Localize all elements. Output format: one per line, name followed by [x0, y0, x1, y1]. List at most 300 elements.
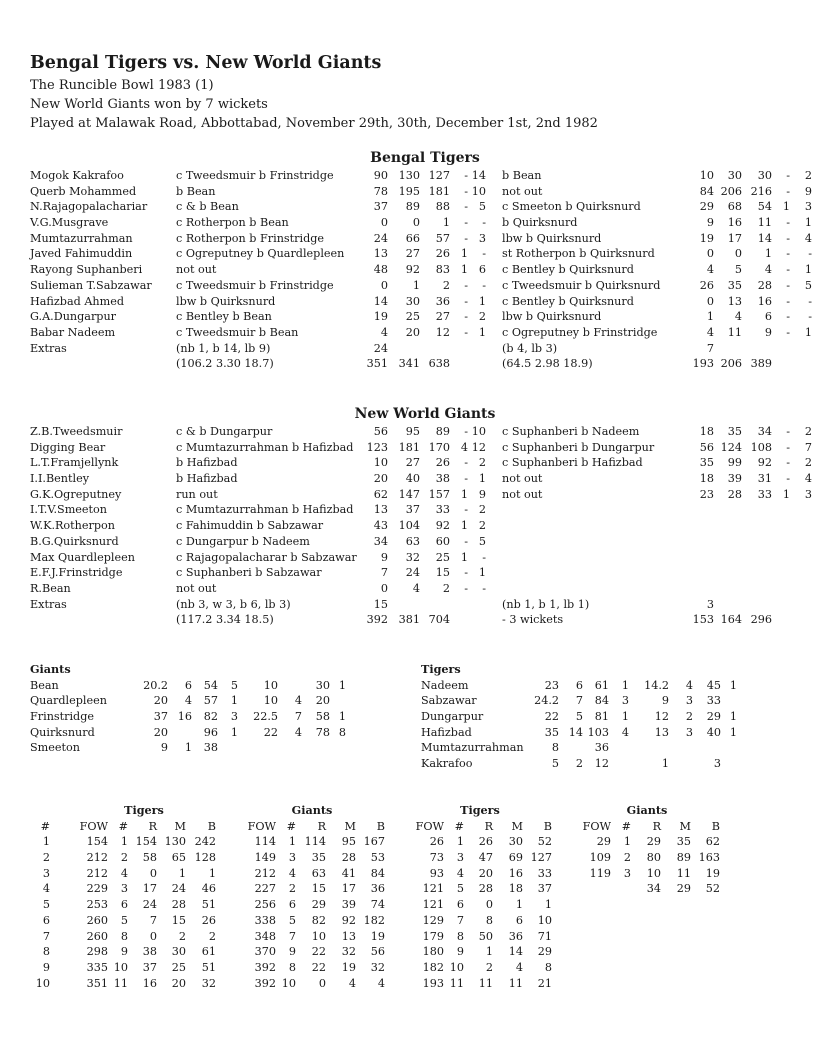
sixes-1: 1: [460, 550, 468, 564]
maidens-2: 4: [294, 694, 302, 708]
batter-number: #: [621, 819, 631, 833]
overs-1: 8: [551, 741, 559, 755]
minutes: 92: [341, 913, 356, 927]
sixes-1: -: [464, 169, 468, 182]
batter-number: #: [286, 819, 296, 833]
minutes: 4: [515, 960, 523, 974]
minutes-1: 57: [435, 231, 450, 245]
runs: 0: [318, 976, 326, 990]
batter-name: Extras: [30, 341, 67, 355]
dismissal-1: b Hafizbad: [176, 472, 238, 486]
batting-row: [30, 309, 820, 325]
balls-1: 195: [398, 184, 420, 198]
batting-row: [30, 550, 820, 566]
batter-number: 1: [456, 835, 464, 849]
runs-1: 78: [373, 184, 388, 198]
balls: 26: [201, 913, 216, 927]
bowling-table: [30, 678, 346, 756]
fours-2: 1: [804, 263, 812, 277]
runs-2: 29: [699, 200, 714, 214]
dismissal-2: b Quirksnurd: [502, 216, 578, 230]
fours-2: 2: [804, 169, 812, 182]
fow-score: FOW: [247, 819, 276, 833]
bowler-name: Sabzawar: [421, 694, 477, 708]
batter-number: 2: [288, 882, 296, 896]
fours-1: 2: [478, 310, 486, 324]
minutes: 18: [508, 882, 523, 896]
minutes-1: 170: [428, 440, 450, 454]
maidens-1: 16: [177, 710, 192, 724]
batter-number: 2: [623, 851, 631, 865]
fow-row: [30, 897, 800, 913]
bowling-row: [421, 725, 737, 741]
bowler-name: Nadeem: [421, 678, 469, 692]
balls: 10: [537, 913, 552, 927]
batter-number: 1: [623, 835, 631, 849]
balls: 127: [530, 851, 552, 865]
balls-2: 4: [734, 310, 742, 324]
balls-2: 13: [727, 294, 742, 308]
batter-name: W.K.Rotherpon: [30, 519, 115, 533]
fow-score: 114: [254, 835, 276, 849]
batter-name: Javed Fahimuddin: [30, 247, 133, 261]
batter-number: 4: [120, 866, 128, 880]
batting-table: [30, 424, 820, 628]
minutes-1: 127: [428, 169, 450, 182]
bowling-row: [421, 709, 737, 725]
batter-name: Extras: [30, 597, 67, 611]
runs: 82: [311, 913, 326, 927]
balls: 182: [363, 913, 385, 927]
batting-row: [30, 424, 820, 440]
batter-number: #: [454, 819, 464, 833]
batter-number: 4: [288, 866, 296, 880]
batting-row: [30, 278, 820, 294]
runs-1: 24: [373, 341, 388, 355]
fow-score: FOW: [582, 819, 611, 833]
bowler-name: Hafizbad: [421, 725, 472, 739]
result-line: New World Giants won by 7 wickets: [30, 97, 268, 112]
minutes-2: 296: [750, 613, 772, 627]
sixes-1: -: [464, 278, 468, 292]
minutes: 4: [348, 976, 356, 990]
dismissal-1: c Rotherpon b Bean: [176, 216, 289, 230]
fours-2: 1: [804, 325, 812, 339]
fow-score: FOW: [415, 819, 444, 833]
fow-score: 93: [429, 866, 444, 880]
sixes-1: 1: [460, 247, 468, 261]
balls-2: 35: [727, 425, 742, 438]
sixes-1: -: [464, 456, 468, 470]
maidens-1: 1: [184, 741, 192, 755]
batter-name: G.K.Ogreputney: [30, 487, 122, 501]
bowling-tigers: [421, 662, 737, 772]
dismissal-1: c Dungarpur b Nadeem: [176, 534, 310, 548]
minutes: 30: [171, 945, 186, 959]
sixes-1: -: [464, 472, 468, 486]
balls-1: 1: [412, 278, 420, 292]
batter-name: Querb Mohammed: [30, 184, 137, 198]
dismissal-2: c Suphanberi b Hafizbad: [502, 456, 643, 470]
maidens-2: 7: [294, 710, 302, 724]
fow-score: 260: [86, 929, 108, 943]
wickets-1: 3: [230, 710, 238, 724]
balls-1: 147: [398, 487, 420, 501]
minutes-2: 92: [757, 456, 772, 470]
minutes: 25: [171, 960, 186, 974]
minutes: 36: [508, 929, 523, 943]
sixes-1: -: [464, 200, 468, 214]
dismissal-1: lbw b Quirksnurd: [176, 294, 276, 308]
batter-name: I.I.Bentley: [30, 472, 90, 486]
batter-name: G.A.Dungarpur: [30, 310, 117, 324]
minutes: 41: [341, 866, 356, 880]
minutes: M: [344, 819, 356, 833]
dismissal-2: b Bean: [502, 169, 542, 182]
balls: 37: [537, 882, 552, 896]
dismissal-1: run out: [176, 487, 218, 501]
minutes-1: 92: [435, 519, 450, 533]
balls: 84: [370, 866, 385, 880]
runs-1: 4: [380, 325, 388, 339]
wicket-number: 4: [42, 882, 50, 896]
balls-2: 28: [727, 487, 742, 501]
balls: 56: [370, 945, 385, 959]
bowler-name: Smeeton: [30, 741, 80, 755]
batting-table: [30, 168, 820, 372]
runs: 154: [135, 835, 157, 849]
sixes-2: -: [786, 425, 790, 438]
balls: 52: [705, 882, 720, 896]
batting-row: [30, 294, 820, 310]
runs-1: 90: [373, 169, 388, 182]
runs-2: 78: [315, 725, 330, 739]
balls: 163: [698, 851, 720, 865]
minutes-1: 181: [428, 184, 450, 198]
batting-row: [30, 565, 820, 581]
minutes: 15: [171, 913, 186, 927]
fow-score: 154: [86, 835, 108, 849]
minutes: M: [511, 819, 523, 833]
fours-2: 2: [804, 456, 812, 470]
minutes-1: 89: [435, 425, 450, 438]
runs: R: [148, 819, 157, 833]
balls: B: [543, 819, 552, 833]
minutes: 16: [508, 866, 523, 880]
fow-score: 179: [422, 929, 444, 943]
runs-2: 1: [706, 310, 714, 324]
maidens-1: 6: [575, 678, 583, 692]
batting-row: [30, 262, 820, 278]
runs-1: 392: [366, 613, 388, 627]
fow-score: 370: [254, 945, 276, 959]
dismissal-1: c & b Dungarpur: [176, 425, 273, 438]
runs-2: 23: [699, 487, 714, 501]
runs-2: 18: [699, 425, 714, 438]
fours-1: 1: [478, 472, 486, 486]
bowler-name: Frinstridge: [30, 710, 95, 724]
maidens-2: 4: [294, 725, 302, 739]
minutes-1: 704: [428, 613, 450, 627]
sixes-2: -: [786, 216, 790, 230]
balls-1: 30: [405, 294, 420, 308]
bowler-name: Quirksnurd: [30, 725, 95, 739]
fow-row: [30, 976, 800, 992]
batting-row: [30, 455, 820, 471]
batter-number: 4: [456, 866, 464, 880]
balls-1: 24: [405, 566, 420, 580]
fours-1: -: [482, 216, 486, 230]
wicket-number: 9: [42, 960, 50, 974]
minutes: 69: [508, 851, 523, 865]
runs: 22: [311, 960, 326, 974]
fow-score: 129: [422, 913, 444, 927]
balls-1: 95: [405, 425, 420, 438]
minutes-1: 33: [435, 503, 450, 517]
sixes-1: 1: [460, 519, 468, 533]
batter-number: 3: [120, 882, 128, 896]
dismissal-2: st Rotherpon b Quirksnurd: [502, 247, 655, 261]
minutes-1: 638: [428, 357, 450, 371]
fow-score: 180: [422, 945, 444, 959]
runs: 29: [646, 835, 661, 849]
sixes-1: -: [464, 534, 468, 548]
balls-2: 16: [727, 216, 742, 230]
balls-1: 25: [405, 310, 420, 324]
runs: 10: [311, 929, 326, 943]
runs-2: 18: [699, 472, 714, 486]
overs-1: 24.2: [534, 694, 559, 708]
runs-1: 57: [203, 694, 218, 708]
balls-1: 27: [405, 456, 420, 470]
fours-2: 3: [804, 200, 812, 214]
dismissal-2: c Smeeton b Quirksnurd: [502, 200, 641, 214]
balls: 51: [201, 960, 216, 974]
overs-2: 22.5: [253, 710, 278, 724]
batting-row: [30, 215, 820, 231]
runs-1: 38: [203, 741, 218, 755]
minutes-1: 26: [435, 456, 450, 470]
runs-2: 4: [706, 263, 714, 277]
runs: R: [317, 819, 326, 833]
runs-1: 81: [594, 710, 609, 724]
runs-1: 0: [380, 581, 388, 595]
minutes: 28: [341, 851, 356, 865]
balls: 2: [208, 929, 216, 943]
runs: 63: [311, 866, 326, 880]
minutes-2: 1: [764, 247, 772, 261]
minutes-2: 33: [757, 487, 772, 501]
bowling-title: Tigers: [421, 662, 461, 676]
runs: 15: [311, 882, 326, 896]
fow-row: [30, 960, 800, 976]
dismissal-2: not out: [502, 487, 543, 501]
bowling-row: [30, 740, 218, 756]
minutes-1: 88: [435, 200, 450, 214]
sixes-2: 1: [782, 200, 790, 214]
runs-1: 123: [366, 440, 388, 454]
balls: B: [376, 819, 385, 833]
runs-2: 29: [706, 710, 721, 724]
dismissal-2: not out: [502, 184, 543, 198]
runs: 17: [142, 882, 157, 896]
minutes: 89: [676, 851, 691, 865]
bowling-row: [30, 678, 346, 694]
sixes-1: 4: [460, 440, 468, 454]
minutes-2: 11: [757, 216, 772, 230]
overs-1: 37: [153, 710, 168, 724]
balls: 1: [544, 898, 552, 912]
fow-score: 121: [422, 898, 444, 912]
fours-1: 2: [478, 519, 486, 533]
overs-1: 23: [544, 678, 559, 692]
balls: 167: [363, 835, 385, 849]
bowler-name: Quardlepleen: [30, 694, 107, 708]
balls: 21: [537, 976, 552, 990]
batting-row: [30, 581, 820, 597]
minutes: 11: [676, 866, 691, 880]
runs-2: 58: [315, 710, 330, 724]
balls: 19: [370, 929, 385, 943]
runs-1: 43: [373, 519, 388, 533]
runs: 0: [485, 898, 493, 912]
runs: 16: [142, 976, 157, 990]
fow-row: [30, 834, 800, 850]
fours-1: 5: [478, 200, 486, 214]
batter-number: 6: [456, 898, 464, 912]
bowling-row: [421, 693, 721, 709]
minutes: 65: [171, 851, 186, 865]
batter-number: 3: [288, 851, 296, 865]
batter-number: 10: [449, 960, 464, 974]
minutes-2: 14: [757, 231, 772, 245]
maidens-2: 2: [685, 710, 693, 724]
runs-1: 19: [373, 310, 388, 324]
sixes-2: -: [786, 184, 790, 198]
bowler-name: Mumtazurrahman: [421, 741, 524, 755]
fours-1: -: [482, 247, 486, 261]
overs-2: 9: [661, 694, 669, 708]
batter-number: 2: [120, 851, 128, 865]
runs-1: 84: [594, 694, 609, 708]
sixes-1: -: [464, 231, 468, 245]
fow-score: 29: [596, 835, 611, 849]
fow-score: 182: [422, 960, 444, 974]
venue-line: Played at Malawak Road, Abbottabad, November 29th, 30th, December 1st, 2nd 1982: [30, 116, 598, 131]
runs: 0: [149, 929, 157, 943]
batter-number: 6: [120, 898, 128, 912]
dismissal-2: (64.5 2.98 18.9): [502, 357, 593, 371]
sixes-1: -: [464, 294, 468, 308]
fow-title-giants-1: Giants: [291, 803, 333, 817]
balls: 52: [537, 835, 552, 849]
minutes-2: 4: [764, 263, 772, 277]
dismissal-1: (117.2 3.34 18.5): [176, 613, 274, 627]
batter-number: 1: [120, 835, 128, 849]
runs: 20: [478, 866, 493, 880]
fours-1: 14: [471, 169, 486, 182]
batter-number: 10: [113, 960, 128, 974]
runs-1: 48: [373, 263, 388, 277]
maidens-1: 7: [575, 694, 583, 708]
overs-2: 1: [661, 757, 669, 771]
fow-row: [30, 944, 800, 960]
minutes-1: 38: [435, 472, 450, 486]
fow-score: 348: [254, 929, 276, 943]
wickets-1: 3: [621, 694, 629, 708]
minutes-1: 25: [435, 550, 450, 564]
batter-name: L.T.Framjellynk: [30, 456, 119, 470]
sixes-1: -: [464, 425, 468, 438]
balls: B: [207, 819, 216, 833]
minutes-1: 1: [442, 216, 450, 230]
bowling-giants: [30, 662, 346, 756]
batting-row: [30, 246, 820, 262]
minutes: 2: [178, 929, 186, 943]
dismissal-1: c Mumtazurrahman b Hafizbad: [176, 440, 354, 454]
minutes-1: 27: [435, 310, 450, 324]
fow-title-tigers-1: Tigers: [124, 803, 164, 817]
overs-2: 13: [654, 725, 669, 739]
fow-score: 109: [589, 851, 611, 865]
bowling-row: [421, 740, 609, 756]
overs-1: 20: [153, 725, 168, 739]
runs-1: 61: [594, 678, 609, 692]
batter-number: 9: [456, 945, 464, 959]
runs-1: 54: [203, 678, 218, 692]
wickets-1: 1: [621, 678, 629, 692]
runs: R: [484, 819, 493, 833]
minutes: 95: [341, 835, 356, 849]
dismissal-1: c Tweedsmuir b Frinstridge: [176, 169, 334, 182]
bowling-title: Giants: [30, 662, 71, 676]
runs: 11: [478, 976, 493, 990]
batter-name: Babar Nadeem: [30, 325, 116, 339]
sixes-1: -: [464, 310, 468, 324]
runs: 0: [149, 866, 157, 880]
runs-2: 4: [706, 325, 714, 339]
batting-row: [30, 471, 820, 487]
fours-2: 2: [804, 425, 812, 438]
balls: 51: [201, 898, 216, 912]
fow-title-tigers-2: Tigers: [460, 803, 500, 817]
balls-2: 30: [727, 169, 742, 182]
runs-1: 56: [373, 425, 388, 438]
overs-1: 5: [551, 757, 559, 771]
fow-row: [30, 819, 800, 835]
fours-2: 1: [804, 216, 812, 230]
fours-1: 12: [471, 440, 486, 454]
minutes: 29: [676, 882, 691, 896]
runs-2: 35: [699, 456, 714, 470]
balls-1: 104: [398, 519, 420, 533]
dismissal-1: (nb 3, w 3, b 6, lb 3): [176, 597, 291, 611]
sixes-2: -: [786, 472, 790, 486]
runs-1: 14: [373, 294, 388, 308]
fow-score: 392: [254, 976, 276, 990]
fow-score: 335: [86, 960, 108, 974]
batter-number: 11: [449, 976, 464, 990]
fow-score: 26: [429, 835, 444, 849]
runs-2: 153: [692, 613, 714, 627]
overs-1: 20.2: [143, 678, 168, 692]
minutes-1: 83: [435, 263, 450, 277]
batter-name: Sulieman T.Sabzawar: [30, 278, 152, 292]
innings-title: Bengal Tigers: [370, 150, 480, 166]
maidens-2: 3: [685, 694, 693, 708]
balls-1: 32: [405, 550, 420, 564]
runs: 1: [485, 945, 493, 959]
